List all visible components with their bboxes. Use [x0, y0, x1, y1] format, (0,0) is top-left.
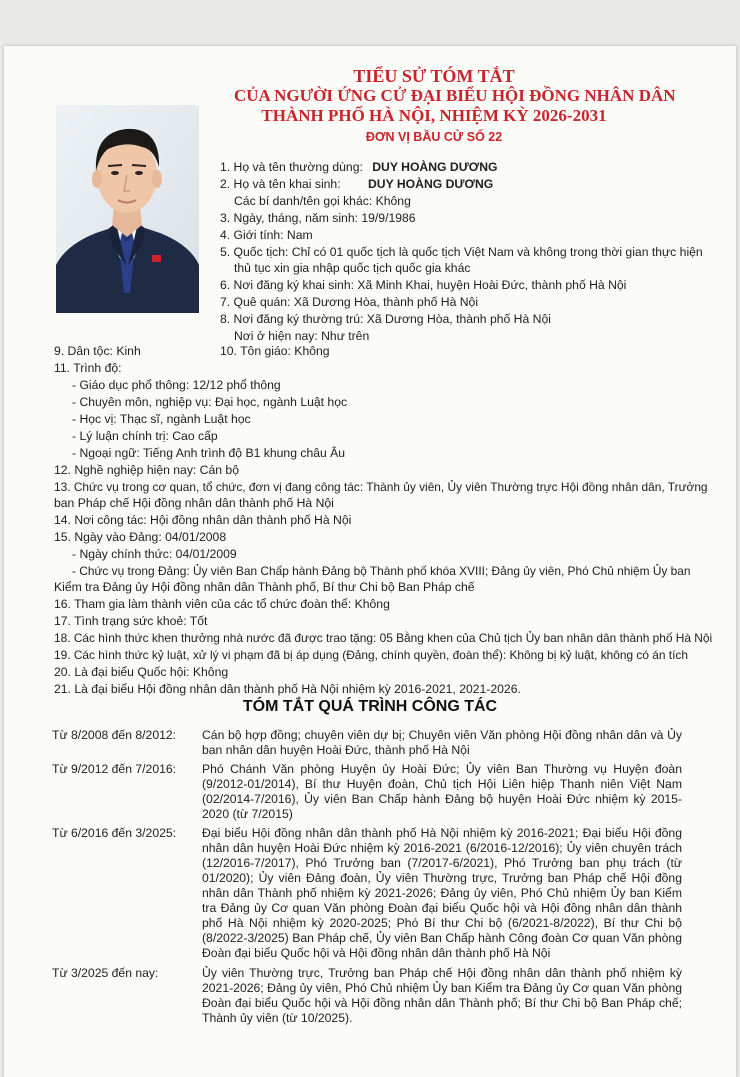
- bio-hometown: 7. Quê quán: Xã Dương Hòa, thành phố Hà Nội: [220, 295, 479, 309]
- bio-line-1: [220, 159, 498, 175]
- bio-party-join-date: 15. Ngày vào Đảng: 04/01/2008: [54, 530, 227, 544]
- career-desc-4: Ủy viên Thường trực, Trưởng ban Pháp chế Hội đồng nhân dân thành phố nhiệm kỳ 2021-2026; Đảng ủy viên, Phó Chủ nhiệm Ủy ban Kiểm tra Đảng ủy Cơ quan Văn phòng Đoàn đại biểu Quốc hội và Hội đồng nhân dân Thành phố; Bí thư Chi bộ Ban Pháp chế; Thành ủy viên (từ 10/2025).: [202, 966, 682, 1025]
- bio-residence: 8. Nơi đăng ký thường trú: Xã Dương Hòa, thành phố Hà Nội: [220, 312, 551, 326]
- bio-organizations: 16. Tham gia làm thành viên của các tổ chức đoàn thể: Không: [54, 597, 390, 611]
- bio-common-name-value: DUY HOÀNG DƯƠNG: [372, 160, 498, 174]
- bio-party-official-date: - Ngày chính thức: 04/01/2009: [72, 547, 237, 561]
- career-period-3: Từ 6/2016 đến 3/2025:: [52, 826, 177, 840]
- bio-party-position-cont: Kiểm tra Đảng ủy Hội đồng nhân dân Thành phố, Bí thư Chi bộ Ban Pháp chế: [54, 580, 475, 594]
- bio-council-member: 21. Là đại biểu Hội đồng nhân dân thành phố Hà Nội nhiệm kỳ 2016-2021, 2021-2026.: [54, 682, 521, 696]
- bio-party-position: - Chức vụ trong Đảng: Ủy viên Ban Chấp hành Đảng bộ Thành phố khóa XVIII; Đảng ủy viên, Phó Chủ nhiệm Ủy ban: [72, 564, 691, 578]
- document-header: [234, 66, 676, 146]
- bio-common-name-label: 1. Họ và tên thường dùng:: [220, 160, 363, 174]
- bio-line-2: [220, 176, 493, 192]
- bio-awards: 18. Các hình thức khen thưởng nhà nước đã được trao tặng: 05 Bằng khen của Chủ tịch Ủy ban nhân dân thành phố Hà Nội: [54, 631, 713, 645]
- bio-birth-registration: 6. Nơi đăng ký khai sinh: Xã Minh Khai, huyện Hoài Đức, thành phố Hà Nội: [220, 278, 627, 292]
- document-subtitle-term: THÀNH PHỐ HÀ NỘI, NHIỆM KỲ 2026-2031: [261, 106, 607, 125]
- bio-national-assembly: 20. Là đại biểu Quốc hội: Không: [54, 665, 229, 679]
- career-desc-2: Phó Chánh Văn phòng Huyện ủy Hoài Đức; Ủy viên Ban Thường vụ Huyện đoàn (9/2012-01/2014), Bí thư Huyện đoàn, Chủ tịch Hội Liên hiệp Thanh niên Việt Nam (02/2014-7/2016), Ủy viên Ban Chấp hành Đảng bộ huyện Hoài Đức nhiệm kỳ 2015-2020 (từ 7/2015): [202, 762, 682, 821]
- career-section-title: TÓM TẮT QUÁ TRÌNH CÔNG TÁC: [242, 698, 498, 715]
- bio-education-degree: - Học vị: Thạc sĩ, ngành Luật học: [72, 412, 251, 426]
- bio-aliases: Các bí danh/tên gọi khác: Không: [234, 194, 411, 208]
- candidate-portrait-photo: [56, 105, 199, 313]
- bio-education-language: - Ngoại ngữ: Tiếng Anh trình độ B1 khung châu Âu: [72, 446, 346, 460]
- bio-gender: 4. Giới tính: Nam: [220, 228, 313, 242]
- bio-birthdate: 3. Ngày, tháng, năm sinh: 19/9/1986: [220, 211, 416, 225]
- document-title: TIỂU SỬ TÓM TẮT: [353, 66, 515, 86]
- bio-position: 13. Chức vụ trong cơ quan, tổ chức, đơn vị đang công tác: Thành ủy viên, Ủy viên Thường trực Hội đồng nhân dân, Trưởng: [54, 480, 708, 494]
- bio-religion: 10. Tôn giáo: Không: [220, 344, 330, 358]
- career-period-4: Từ 3/2025 đến nay:: [52, 966, 159, 980]
- bio-education-professional: - Chuyên môn, nghiệp vụ: Đại học, ngành Luật học: [72, 395, 348, 409]
- bio-nationality: 5. Quốc tịch: Chỉ có 01 quốc tịch là quốc tịch Việt Nam và không trong thời gian thực hiện: [220, 245, 703, 259]
- bio-education-heading: 11. Trình độ:: [54, 361, 122, 375]
- bio-birth-name-value: DUY HOÀNG DƯƠNG: [367, 177, 494, 191]
- career-desc-3: Đại biểu Hội đồng nhân dân thành phố Hà Nội nhiệm kỳ 2016-2021; Đại biểu Hội đồng nhân dân huyện Hoài Đức nhiệm kỳ 2016-2021 (6/2016-12/2016); Ủy viên chuyên trách (12/2016-7/2017), Phó Trưởng ban (7/2017-6/2021), Phó Trưởng ban phụ trách (từ 01/2020); Ủy viên Đảng đoàn, Ủy viên Thường trực, Trưởng ban Pháp chế Hội đồng nhân dân Thành phố nhiệm kỳ 2021-2026; Đảng ủy viên, Phó Chủ nhiệm Ủy ban Kiểm tra Đảng ủy Cơ quan Văn phòng Đoàn đại biểu Quốc hội và Hội đồng nhân dân thành phố Hà Nội nhiệm kỳ 2020-2025; Phó Bí thư Chi bộ (6/2021-8/2022), Bí thư Chi bộ (8/2022-3/2025) Ban Pháp chế, Ủy viên Ban Chấp hành Công đoàn Cơ quan Văn phòng Đoàn đại biểu Quốc hội và Hội đồng nhân dân thành phố Hà Nội: [202, 826, 682, 960]
- document-page: [4, 46, 736, 1077]
- career-period-1: Từ 8/2008 đến 8/2012:: [52, 728, 177, 742]
- bio-position-cont: ban Pháp chế Hội đồng nhân dân thành phố Hà Nội: [54, 496, 334, 510]
- bio-nationality-cont: thủ tục xin gia nhập quốc tịch quốc gia khác: [234, 261, 471, 275]
- portrait-illustration: [56, 105, 199, 313]
- career-period-2: Từ 9/2012 đến 7/2016:: [52, 762, 177, 776]
- bio-education-general: - Giáo dục phổ thông: 12/12 phổ thông: [72, 378, 281, 392]
- document-subtitle: CỦA NGƯỜI ỨNG CỬ ĐẠI BIỂU HỘI ĐỒNG NHÂN DÂN: [234, 86, 676, 105]
- bio-health: 17. Tình trạng sức khoẻ: Tốt: [54, 614, 208, 628]
- bio-occupation: 12. Nghề nghiệp hiện nay: Cán bộ: [54, 463, 239, 477]
- bio-birth-name-label: 2. Họ và tên khai sinh:: [220, 177, 341, 191]
- bio-ethnicity: 9. Dân tộc: Kinh: [54, 344, 141, 358]
- bio-workplace: 14. Nơi công tác: Hội đồng nhân dân thành phố Hà Nội: [54, 513, 352, 527]
- electoral-unit: ĐƠN VỊ BẦU CỬ SỐ 22: [365, 130, 503, 144]
- bio-current-address: Nơi ở hiện nay: Như trên: [234, 329, 370, 343]
- bio-discipline: 19. Các hình thức kỷ luật, xử lý vi phạm đã bị áp dụng (Đảng, chính quyền, đoàn thể): Không bị kỷ luật, không có án tích: [54, 648, 688, 662]
- career-desc-1: Cán bộ hợp đồng; chuyên viên dự bị; Chuyên viên Văn phòng Hội đồng nhân dân và Ủy ban nhân dân huyện Hoài Đức, thành phố Hà Nội: [202, 728, 682, 757]
- bio-education-political: - Lý luận chính trị: Cao cấp: [72, 429, 218, 443]
